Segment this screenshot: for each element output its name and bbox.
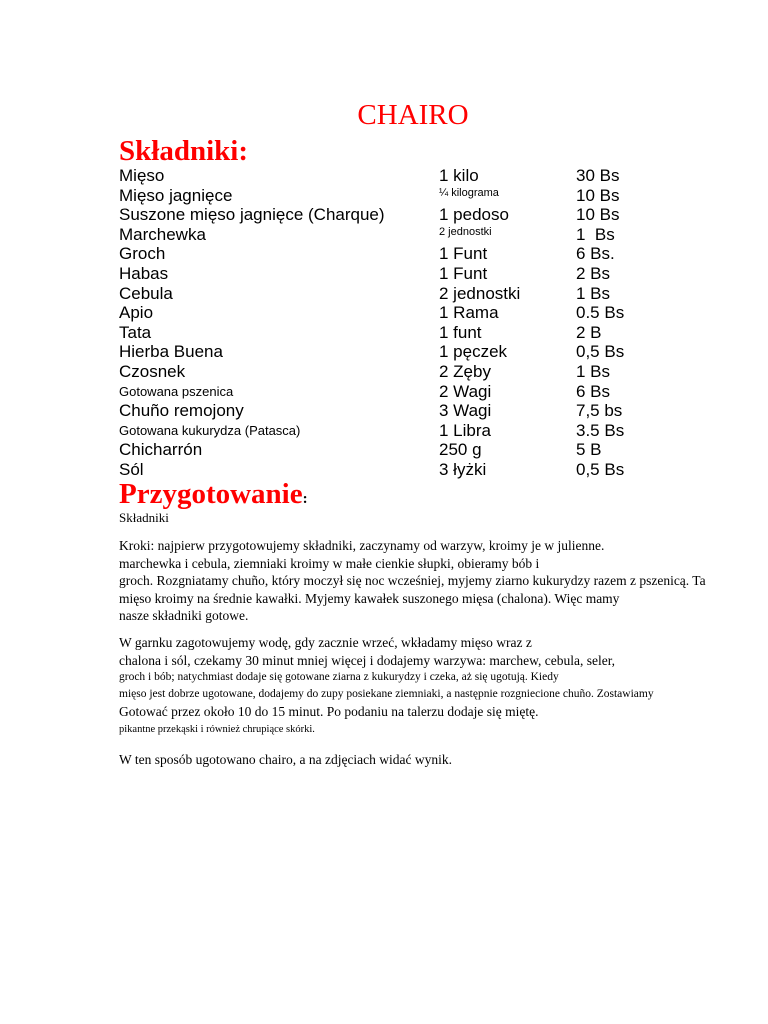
ingredient-name: Chicharrón: [119, 440, 203, 460]
paragraph-line: Gotować przez około 10 do 15 minut. Po podaniu na talerzu dodaje się miętę.: [119, 704, 539, 719]
recipe-title: CHAIRO: [357, 99, 469, 131]
ingredient-name: Czosnek: [119, 361, 186, 381]
ingredient-row: [119, 264, 739, 284]
ingredient-row: [119, 225, 739, 245]
ingredient-name: Cebula: [119, 283, 173, 303]
ingredient-row: [119, 342, 739, 362]
ingredient-quantity: 1 Funt: [439, 263, 488, 283]
ingredient-price: 1 Bs: [576, 361, 611, 381]
ingredient-row: [119, 186, 739, 206]
ingredient-price: 1 Bs: [576, 224, 615, 244]
ingredient-name: Hierba Buena: [119, 342, 223, 362]
ingredient-row: [119, 244, 739, 264]
ingredients-heading: Składniki:: [119, 135, 248, 167]
ingredient-quantity: 2 Zęby: [439, 361, 491, 381]
ingredient-price: 1 Bs: [576, 283, 611, 303]
ingredient-price: 3.5 Bs: [576, 420, 625, 440]
paragraph-line: chalona i sól, czekamy 30 minut mniej więcej i dodajemy warzywa: marchew, cebula, seler,: [119, 652, 616, 668]
preparation-paragraph-1: [119, 537, 759, 625]
ingredient-quantity: 1 funt: [439, 322, 482, 342]
ingredient-price: 10 Bs: [576, 205, 620, 225]
paragraph-line: marchewka i cebula, ziemniaki kroimy w małe cienkie słupki, obieramy bób i: [119, 555, 540, 571]
ingredients-list: [119, 166, 739, 480]
preparation-paragraph-3: [119, 751, 759, 769]
ingredient-quantity: ¼ kilograma: [439, 186, 499, 199]
ingredient-quantity: 1 Rama: [439, 303, 499, 323]
paragraph-line: nasze składniki gotowe.: [119, 608, 249, 623]
ingredient-name: Habas: [119, 263, 169, 283]
ingredient-row: [119, 284, 739, 304]
ingredient-row: [119, 303, 739, 323]
paragraph-line: pikantne przekąski i również chrupiące skórki.: [119, 723, 315, 735]
subheading-text: Składniki: [119, 510, 169, 525]
ingredient-name: Mięso: [119, 166, 165, 185]
ingredient-quantity: 1 pedoso: [439, 205, 509, 225]
ingredient-name: Gotowana kukurydza (Patasca): [119, 422, 301, 438]
paragraph-line: W ten sposób ugotowano chairo, a na zdjęciach widać wynik.: [119, 752, 453, 767]
ingredient-price: 5 B: [576, 440, 602, 460]
ingredient-quantity: 2 Wagi: [439, 381, 492, 401]
ingredient-row: [119, 323, 739, 343]
ingredient-quantity: 3 łyżki: [439, 459, 487, 479]
ingredient-quantity: 1 kilo: [439, 166, 479, 185]
ingredient-name: Groch: [119, 244, 166, 264]
ingredient-name: Mięso jagnięce: [119, 185, 233, 205]
preparation-paragraph-2: [119, 634, 759, 738]
ingredient-price: 6 Bs: [576, 381, 611, 401]
ingredient-price: 30 Bs: [576, 166, 620, 185]
paragraph-line: groch. Rozgniatamy chuño, który moczył się noc wcześniej, myjemy ziarno kukurydzy razem z pszenicą. Ta: [119, 573, 706, 588]
ingredient-price: 10 Bs: [576, 185, 620, 205]
ingredient-quantity: 2 jednostki: [439, 283, 521, 303]
paragraph-line: mięso jest dobrze ugotowane, dodajemy do zupy posiekane ziemniaki, a następnie rozgniecione chuño. Zostawiamy: [119, 688, 654, 700]
preparation-heading-text: Przygotowanie: [119, 478, 303, 510]
ingredient-quantity: 1 Funt: [439, 244, 488, 264]
ingredient-quantity: 250 g: [439, 440, 482, 460]
ingredient-row: [119, 205, 739, 225]
ingredient-quantity: 1 pęczek: [439, 342, 508, 362]
ingredient-price: 0.5 Bs: [576, 303, 625, 323]
ingredient-name: Sól: [119, 459, 144, 479]
ingredient-price: 2 Bs: [576, 263, 611, 283]
paragraph-line: Kroki: najpierw przygotowujemy składniki, zaczynamy od warzyw, kroimy je w julienne.: [119, 538, 605, 553]
ingredient-row: [119, 401, 739, 421]
ingredient-price: 7,5 bs: [576, 401, 623, 421]
ingredient-name: Suszone mięso jagnięce (Charque): [119, 205, 385, 225]
preparation-heading-colon: :: [302, 491, 308, 507]
ingredient-row: [119, 166, 739, 186]
paragraph-line: groch i bób; natychmiast dodaje się gotowane ziarna z kukurydzy i czeka, aż się ugotują. Kiedy: [119, 671, 559, 683]
paragraph-line: mięso kroimy na średnie kawałki. Myjemy kawałek suszonego mięsa (chalona). Więc mamy: [119, 590, 620, 606]
ingredient-quantity: 2 jednostki: [439, 225, 492, 238]
ingredient-price: 0,5 Bs: [576, 459, 625, 479]
ingredient-name: Tata: [119, 322, 152, 342]
ingredient-row: [119, 362, 739, 382]
ingredient-price: 0,5 Bs: [576, 342, 625, 362]
ingredient-price: 2 B: [576, 322, 602, 342]
ingredient-quantity: 3 Wagi: [439, 401, 492, 421]
ingredient-name: Marchewka: [119, 224, 206, 244]
ingredient-price: 6 Bs.: [576, 244, 615, 264]
ingredient-row: [119, 440, 739, 460]
ingredient-row: [119, 421, 739, 441]
paragraph-line: W garnku zagotowujemy wodę, gdy zacznie wrzeć, wkładamy mięso wraz z: [119, 635, 532, 650]
ingredient-name: Chuño remojony: [119, 401, 244, 421]
ingredient-row: [119, 382, 739, 402]
ingredient-name: Apio: [119, 303, 154, 323]
preparation-subheading: [119, 510, 759, 526]
ingredient-quantity: 1 Libra: [439, 420, 491, 440]
ingredient-name: Gotowana pszenica: [119, 383, 234, 399]
